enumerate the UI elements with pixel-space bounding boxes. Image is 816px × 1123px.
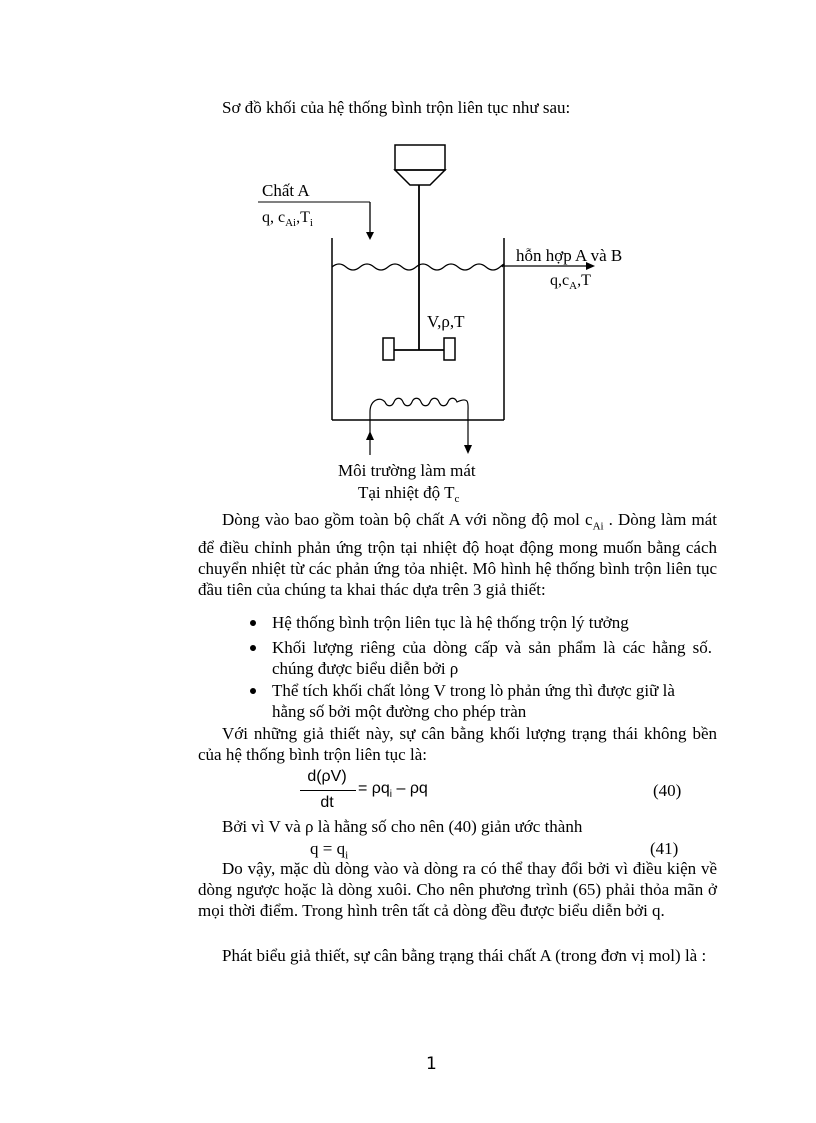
impeller-blade-left: [383, 338, 394, 360]
coolant-line2: [358, 483, 459, 505]
eq40-rhs-a: = ρq: [358, 780, 390, 797]
eq40-rhs-sub: i: [389, 789, 393, 801]
coolant-in-arrow-icon: [366, 431, 374, 440]
coolant-out-arrow-icon: [464, 445, 472, 454]
paragraph-conclusion: Do vậy, mặc dù dòng vào và dòng ra có thể thay đổi bởi vì điều kiện về dòng ngược hoặc là dòng xuôi. Cho nên phương trình (65) phải thỏa mãn ở mọi thời điểm. Trong hình trên tất cả dòng đều được biểu diễn bởi q.: [198, 859, 717, 920]
feed-vars-q: q, c: [262, 209, 286, 226]
paragraph-simplify: Bởi vì V và ρ là hằng số cho nên (40) giản ước thành: [222, 817, 583, 836]
bullet-dot: [250, 620, 256, 626]
outlet-vars: [550, 272, 591, 292]
para1-pre: Dòng vào bao gồm toàn bộ chất A với nồng độ mol c: [222, 510, 593, 529]
eq40-rhs: [358, 780, 428, 800]
para1-sub: Ai: [592, 520, 604, 533]
feed-name: Chất A: [262, 181, 310, 200]
liquid-surface: [332, 264, 504, 270]
bullet-dot: [250, 688, 256, 694]
eq40-rhs-b: – ρq: [392, 780, 428, 797]
bullet-2: Khối lượng riêng của dòng cấp và sản phẩm là các hằng số. chúng được biểu diễn bởi ρ: [272, 638, 712, 678]
feed-vars-sub-a: Ai: [285, 217, 297, 229]
motor-box: [395, 145, 445, 170]
figure-caption: Sơ đồ khối của hệ thống bình trộn liên tục như sau:: [222, 98, 571, 117]
coolant-sub: c: [454, 493, 460, 505]
eq40-number: (40): [653, 781, 682, 800]
paragraph-assumptions: Với những giả thiết này, sự cân bằng khối lượng trạng thái không bền của hệ thống bình trộn liên tục là:: [198, 724, 717, 764]
tank-vars: V,ρ,T: [427, 312, 465, 331]
page-number: 1: [426, 1054, 437, 1074]
cooling-coil: [370, 398, 468, 455]
bullet-1: Hệ thống bình trộn liên tục là hệ thống trộn lý tưởng: [272, 613, 629, 632]
cstr-diagram: [0, 0, 816, 510]
para1-post: . Dòng làm mát để điều chỉnh phản ứng trộn tại nhiệt độ hoạt động mong muốn bằng cách chuyển nhiệt từ các phản ứng tỏa nhiệt. Mô hình hệ thống bình trộn liên tục đầu tiên của chúng ta khai thác dựa trên 3 giả thiết:: [198, 510, 717, 600]
bullet-3: Thể tích khối chất lỏng V trong lò phản ứng thì được giữ là hằng số bởi một đường cho phép tràn: [272, 681, 675, 721]
motor-mount: [395, 170, 445, 185]
eq40-numerator: d(ρV): [307, 768, 347, 785]
impeller-blade-right: [444, 338, 455, 360]
coolant-line2-text: Tại nhiệt độ T: [358, 483, 455, 502]
coolant-line1: Môi trường làm mát: [338, 461, 476, 480]
outlet-vars-t: ,T: [577, 272, 591, 289]
bullet-dot: [250, 645, 256, 651]
paragraph-balance: Phát biểu giả thiết, sự cân bằng trạng thái chất A (trong đơn vị mol) là :: [222, 946, 707, 965]
eq41-sub: i: [345, 849, 349, 862]
eq41-number: (41): [650, 839, 679, 858]
feed-vars: [262, 209, 313, 229]
outlet-vars-sub: A: [569, 280, 578, 292]
feed-arrow-icon: [366, 232, 374, 240]
outlet-name: hỗn hợp A và B: [516, 246, 623, 265]
eq40-denominator: dt: [320, 794, 334, 811]
feed-vars-t: ,T: [296, 209, 310, 226]
outlet-vars-q: q,c: [550, 272, 570, 289]
eq40-fraction-bar: [300, 790, 356, 791]
paragraph-intro: [198, 509, 717, 600]
eq41-lhs: q = q: [310, 839, 346, 858]
feed-vars-sub-t: i: [309, 217, 313, 229]
